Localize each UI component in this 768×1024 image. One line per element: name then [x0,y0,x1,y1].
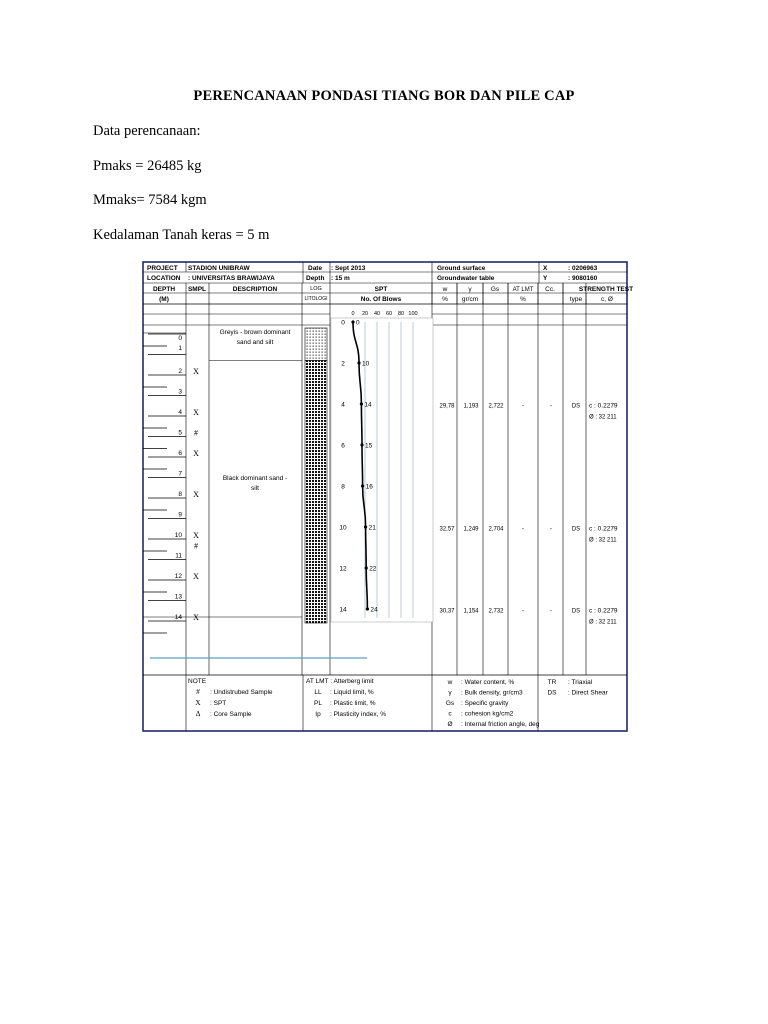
note-text: : Core Sample [210,711,252,718]
atlmt-text: : Liquid limit, % [330,689,374,696]
sample-mark: X [193,449,199,458]
depth-value-8: 8 [178,491,182,498]
depth-value-10: 10 [174,532,182,539]
location-value: : UNIVERSITAS BRAWIJAYA [188,275,275,282]
spt-depth-label: 12 [339,565,347,573]
depth-value-7: 7 [178,470,182,478]
lab-type: DS [571,403,581,410]
depth-header: DEPTH [152,286,176,293]
atlmt-unit-header: % [520,296,526,303]
spt-depth-label: 0 [341,319,345,327]
note-text: : Undistrubed Sample [210,689,273,696]
lab-atlmt: - [521,525,525,533]
lab-gs: 2,722 [488,403,504,410]
project-value: STADION UNIBRAW [188,265,250,272]
spt-blow-label: 14 [364,401,372,409]
project-label: PROJECT [147,265,178,272]
spt-depth-label: 4 [341,401,345,409]
gamma-unit-header: gr/cm [461,296,479,303]
property-text: : Bulk density, gr/cm3 [461,689,523,697]
sample-mark: X [193,490,199,499]
note-symbol: X [195,698,201,707]
atlmt-header: AT LMT [512,287,534,293]
spt-blow-label: 22 [369,565,377,573]
lab-atlmt: - [521,607,525,615]
spt-point [365,566,368,569]
lab-cc: - [549,402,553,410]
w-header: w [442,286,448,293]
lab-type: DS [571,526,581,533]
log-header-2: LITOLOGI [304,296,328,302]
depth-value-5: 5 [178,429,182,437]
test-text: : Direct Shear [568,689,608,697]
x-coordinate-label: X [543,265,548,272]
depth-value-11: 11 [175,552,182,560]
date-label: Date [308,265,323,272]
description-header: DESCRIPTION [232,286,278,293]
spt-tick-label: 100 [408,311,418,317]
spt-depth-label: 14 [339,606,347,614]
w-unit-header: % [442,296,448,303]
groundwater-label: Groundwater table [437,275,495,282]
depth-value-2: 2 [178,368,182,375]
type-header: type [569,296,583,303]
sample-mark: X [193,613,199,622]
property-symbol: Ø [447,721,453,728]
lab-atlmt: - [521,402,525,410]
spt-point [351,320,354,323]
sample-header: SMPL [187,286,207,293]
spt-blow-label: 24 [370,606,378,614]
depth-value-1: 1 [178,345,182,352]
lab-w: 30,37 [439,608,455,615]
sample-mark: # [194,428,198,438]
spt-depth-label: 8 [341,483,345,491]
c-phi-header: c, Ø [601,296,613,303]
lithology-black-sand [305,361,327,624]
property-text: : Water content, % [461,679,515,686]
lab-w: 29,78 [439,403,455,410]
spt-header: SPT [374,286,388,293]
property-symbol: c [448,710,452,718]
description-layer-1b: sand and silt [236,339,274,346]
test-symbol: DS [547,689,557,697]
lab-cohesion: c : 0.2279 [589,525,618,533]
table-grid-lines [143,262,627,731]
spt-blow-label: 10 [362,360,370,368]
atlmt-text: : Plastic limit, % [330,700,376,707]
lab-gs: 2,732 [488,608,504,615]
lab-friction: Ø : 32 211 [589,414,617,421]
spt-point [361,484,364,487]
gs-header: Gs [490,286,500,293]
depth-value-6: 6 [178,450,182,457]
lab-gamma: 1,154 [463,608,479,615]
spt-tick-label: 0 [351,311,355,317]
atlmt-text: : Plasticity index, % [330,711,386,718]
property-symbol: γ [448,689,452,697]
sample-mark: X [193,572,199,581]
property-text: : Internal friction angle, deg [461,721,540,728]
atlmt-note-title: AT LMT : Atterberg limit [306,678,374,685]
spt-blow-label: 16 [365,483,373,491]
note-text: : SPT [210,700,227,707]
property-symbol: Gs [445,700,455,707]
depth-value-13: 13 [174,593,182,601]
spt-blows-header: No. Of Blows [360,296,402,303]
atlmt-symbol: Ip [315,711,321,718]
depth-label: Depth [306,275,325,282]
spt-point [357,361,360,364]
spt-tick-label: 60 [385,311,393,317]
hard-soil-depth-line: Kedalaman Tanah keras = 5 m [93,227,270,243]
lab-gamma: 1,249 [463,526,479,533]
spt-plot-box [331,318,433,622]
sample-mark: # [194,541,198,551]
lab-cohesion: c : 0.2279 [589,607,618,615]
test-symbol: TR [547,679,557,686]
sample-mark: X [193,367,199,376]
description-layer-2: Black dominant sand - [222,475,288,482]
location-label: LOCATION [147,275,181,282]
gamma-header: γ [468,286,472,293]
lab-cohesion: c : 0.2279 [589,402,618,410]
spt-tick-label: 40 [373,311,381,317]
property-symbol: w [447,679,453,686]
test-text: : Triaxial [568,679,593,686]
pmaks-line: Pmaks = 26485 kg [93,158,202,174]
depth-value-14: 14 [174,614,182,621]
lab-gs: 2,704 [488,526,504,533]
lithology-sand-silt [305,328,327,361]
spt-tick-label: 80 [397,311,405,317]
spt-point [366,607,369,610]
spt-point [360,443,363,446]
spt-blow-label: 21 [368,524,376,532]
depth-value: : 15 m [331,275,350,282]
lab-gamma: 1,193 [463,403,479,410]
spt-blow-label: 0 [356,319,360,327]
spt-depth-label: 6 [341,442,345,450]
page-title: PERENCANAAN PONDASI TIANG BOR DAN PILE CAP [193,88,575,104]
spt-blow-label: 15 [365,442,373,450]
cc-header: Cc. [545,286,555,293]
lab-cc: - [549,525,553,533]
property-text: : Specific gravity [461,700,509,707]
lab-cc: - [549,607,553,615]
spt-depth-label: 10 [339,524,347,532]
mmaks-line: Mmaks= 7584 kgm [93,192,207,208]
atlmt-symbol: LL [314,689,322,696]
lab-friction: Ø : 32 211 [589,537,617,544]
lab-w: 32,57 [439,526,455,533]
spt-point [360,402,363,405]
depth-unit-header: (M) [159,296,169,303]
sample-mark: X [193,531,199,540]
date-value: : Sept 2013 [331,265,366,272]
log-header: LOG [310,286,322,292]
x-coordinate-value: : 0206963 [568,265,598,272]
data-heading: Data perencanaan: [93,123,201,139]
depth-value-4: 4 [178,409,182,416]
strength-test-header: STRENGTH TEST [578,286,634,293]
y-coordinate-label: Y [543,275,548,282]
note-symbol: Δ [195,709,201,718]
property-text: : cohesion kg/cm2 [461,710,514,718]
note-symbol: # [196,687,200,696]
depth-value-0: 0 [178,335,182,342]
spt-point [364,525,367,528]
lab-friction: Ø : 32 211 [589,619,617,626]
depth-value-3: 3 [178,388,182,396]
y-coordinate-value: : 9080160 [568,275,598,282]
spt-depth-label: 2 [341,360,345,368]
sample-mark: X [193,408,199,417]
description-layer-1: Greyis - brown dominant [219,329,291,336]
spt-tick-label: 20 [361,311,369,317]
note-label: NOTE [188,678,207,685]
atlmt-symbol: PL [314,700,322,707]
ground-surface-label: Ground surface [437,265,486,272]
lab-type: DS [571,608,581,615]
depth-value-12: 12 [174,573,182,580]
depth-value-9: 9 [178,511,182,519]
description-layer-2b: silt [251,485,259,492]
